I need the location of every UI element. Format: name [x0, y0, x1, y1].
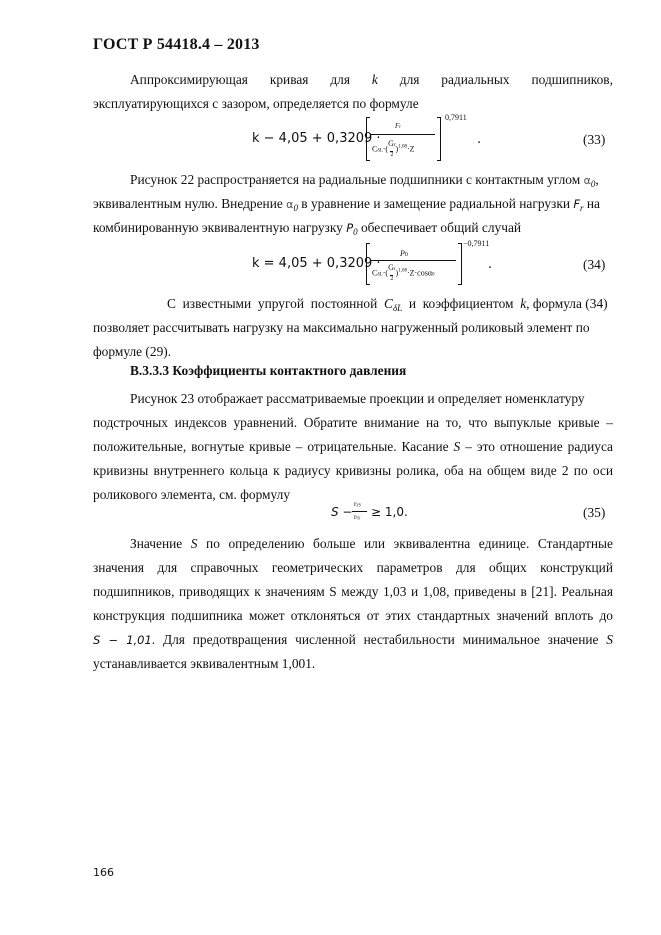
paragraph-2-line-1: Рисунок 22 распространяется на радиальные подшипники с контактным углом $\alpha_0$,: [130, 172, 599, 189]
eq34-denominator: CδL·(Gr 2)$^{1,08}$·Z·cosα0: [372, 263, 435, 282]
eq35-number: (35): [583, 505, 606, 520]
eq34-lhs: k = 4,05 + 0,3209 ·: [252, 256, 381, 271]
eq33-numerator: Fr: [395, 122, 401, 130]
eq33-lhs: k − 4,05 + 0,3209 ·: [252, 131, 381, 146]
paragraph-5-line-4: конструкция подшипника может отклоняться от этих стандартных значений вплоть до: [93, 608, 613, 623]
paragraph-5-line-5: S − 1,01. Для предотвращения численной нестабильности минимальное значение S: [93, 632, 613, 647]
word: радиальных: [441, 72, 510, 87]
page-number: 166: [93, 866, 114, 879]
word: кривая: [269, 72, 309, 87]
eq34-left-bracket: [366, 243, 370, 285]
eq34-numerator: P0: [400, 249, 408, 258]
document-header: ГОСТ Р 54418.4 – 2013: [93, 36, 260, 53]
eq33-fraction-line: [370, 134, 435, 135]
eq35-denominator: rry: [354, 513, 361, 521]
eq33-denominator: CδL·(Gr 2)$^{1,08}$·Z: [372, 139, 415, 158]
paragraph-5-line-6: устанавливается эквивалентным 1,001.: [93, 656, 316, 671]
eq33-number: (33): [583, 132, 606, 147]
eq35-lhs: S −: [331, 505, 353, 519]
eq35-rhs: ≥ 1,0.: [371, 505, 408, 519]
paragraph-4-line-1: Рисунок 23 отображает рассматриваемые проекции и определяет номенклатуру: [130, 391, 585, 406]
paragraph-3-line-2: позволяет рассчитывать нагрузку на максимально нагруженный роликовый элемент по: [93, 320, 590, 335]
section-heading: В.3.3.3 Коэффициенты контактного давления: [130, 363, 407, 378]
eq34-right-bracket: [458, 243, 462, 285]
paragraph-4-line-5: роликового элемента, см. формулу: [93, 487, 291, 502]
paragraph-1-line-1: [93, 68, 613, 93]
word: для: [330, 72, 351, 87]
eq34-exponent: −0,7911: [463, 239, 490, 248]
eq35-numerator: ryy: [354, 500, 362, 508]
word: для: [399, 72, 420, 87]
paragraph-3-line-3: формуле (29).: [93, 344, 172, 359]
eq34-dot: .: [488, 257, 493, 272]
eq34-number: (34): [583, 257, 606, 272]
paragraph-2-line-3: комбинированную эквивалентную нагрузку $P_0$ обеспечивает общий случай: [93, 220, 522, 237]
word: Аппроксимирующая: [130, 72, 248, 87]
word: k: [371, 72, 378, 87]
eq34-fraction-line: [370, 260, 456, 261]
paragraph-4-line-4: кривизны внутреннего кольца к радиусу кривизны ролика, оба на общем виде 2 по оси: [93, 463, 613, 478]
paragraph-5-line-1: Значение S по определению больше или эквивалентна единице. Стандартные: [130, 536, 613, 551]
eq33-dot: .: [477, 132, 482, 147]
paragraph-4-line-3: положительные, вогнутые кривые – отрицательные. Касание S – это отношение радиуса: [93, 439, 613, 454]
paragraph-2-line-2: эквивалентным нулю. Внедрение $\alpha_0$ в уравнение и замещение радиальной нагрузки $F_r$ на: [93, 196, 600, 213]
eq35-fraction-line: [352, 511, 367, 512]
paragraph-4-line-2: подстрочных индексов уравнений. Обратите внимание на то, что выпуклые кривые –: [93, 415, 613, 430]
paragraph-5-line-3: подшипников, приводящих к значениям S между 1,03 и 1,08, приведены в [21]. Реальная: [93, 584, 613, 599]
eq33-left-bracket: [366, 117, 370, 161]
word: подшипников,: [531, 72, 613, 87]
eq33-exponent: 0,7911: [445, 113, 467, 122]
paragraph-3-line-1: С известными упругой постоянной $C_{\delta L}$ и коэффициентом k, формула (34): [167, 296, 608, 313]
paragraph-1-line-2: эксплуатирующихся с зазором, определяется по формуле: [93, 96, 419, 111]
paragraph-5-line-2: значения для справочных геометрических параметров для общих конструкций: [93, 560, 613, 575]
eq33-right-bracket: [437, 117, 441, 161]
